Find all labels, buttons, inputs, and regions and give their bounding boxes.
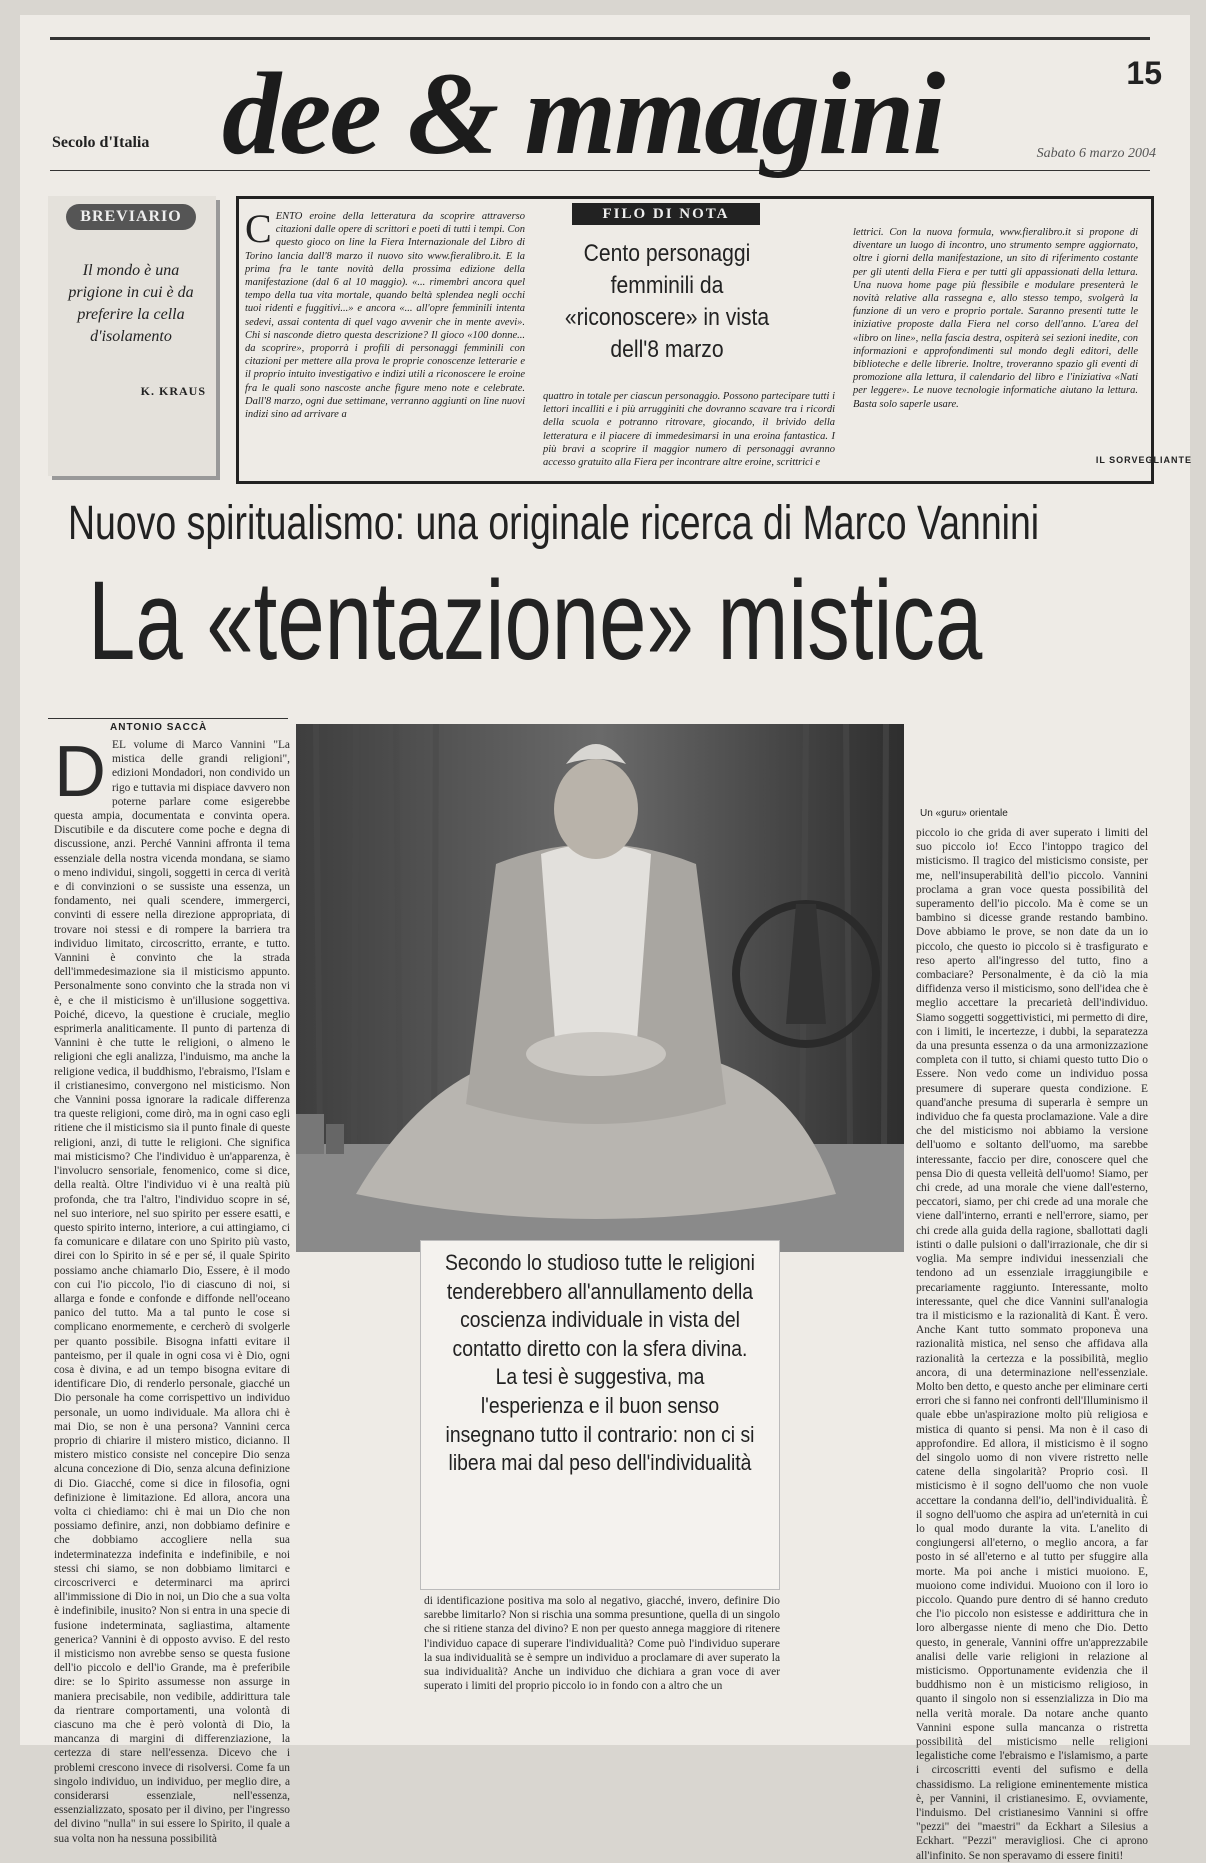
pull-quote-box bbox=[420, 1240, 780, 1590]
guru-photo bbox=[296, 724, 904, 1252]
article-column-middle: di identificazione positiva ma solo al negativo, giacché, invero, definire Dio sarebbe limitarlo? Non si rischia una somma presuntione, quella di un singolo che si ritiene stanza del divino? E non per questo annega maggiore di ritenere l'individuo capace di superare l'individualità? Come può l'individuo superare la sua individualità se è sempre un individuo a proclamare di aver superato la sua individualità? Anche un individuo che dichiara a gran voce di aver superato i limiti del proprio piccolo io in fondo con a altro che un bbox=[424, 1595, 780, 1693]
filo-column-3: lettrici. Con la nuova formula, www.fieralibro.it si propone di diventare un luogo di incontro, uno strumento sempre aggiornato, oltre i giorni della manifestazione, un sito di riferimento costante per gli utenti della Fiera e per tutti gli appassionati della lettura. Una nuova home page più flessibile e modulare presenterà le novità relative alla rassegna e, allo stesso tempo, svolgerà la funzione di un vero e proprio portale. Saranno presenti tutte le iniziative proposte dalla Fiera nel corso dell'anno. L'area del «libro on line», nella fascia destra, ospiterà sei sezioni inedite, con informazioni e approfondimenti sul mondo degli editori, delle biblioteche e delle librerie. Inoltre, troveranno spazio gli eventi di promozione alla lettura, il calendario del libro e l'iniziativa «Nati per leggere». Le nuove tecnologie informatiche aiutano la lettura. Basta solo saperle usare. bbox=[853, 227, 1138, 410]
article-dropcap: D bbox=[54, 732, 106, 812]
byline-rule bbox=[48, 718, 288, 719]
top-rule bbox=[50, 37, 1150, 40]
filo-di-nota-headline: Cento personaggi femminili da «riconoscere» in vista dell'8 marzo bbox=[564, 240, 770, 363]
photo-caption: Un «guru» orientale bbox=[920, 808, 1008, 819]
article-headline: La «tentazione» mistica bbox=[88, 558, 983, 683]
article-kicker: Nuovo spiritualismo: una originale ricerca di Marco Vannini bbox=[68, 497, 1040, 550]
article-column-1 bbox=[54, 732, 290, 1845]
breviario-author: K. KRAUS bbox=[140, 384, 206, 398]
page-number: 15 bbox=[1126, 55, 1162, 91]
pull-quote-text: Secondo lo studioso tutte le religioni tenderebbero all'annullamento della coscienza individuale in vista del contatto diretto con la sfera divina. La tesi è suggestiva, ma l'esperienza e il buon senso insegnano tutto il contrario: non ci si libera mai dal peso dell'individualità bbox=[445, 1250, 755, 1476]
section-title: dee & mmagini bbox=[222, 48, 944, 179]
article-column-2: piccolo io che grida di aver superato i limiti del suo piccolo io! Ecco l'intoppo tragico del misticismo. Il tragico del misticismo consiste, per me, nell'insuperabilità dell'io piccolo. Vannini proclama a gran voce questa possibilità del superamento dell'io piccolo. Ma è come se un bambino si dicesse grande restando bambino. Dove abbiamo le prove, se non date da un io piccolo, che questo io piccolo si è trasfigurato e reso aperto all'ingresso del tutto, fino a combaciare? Personalmente, è da ciò la mia diffidenza verso il misticismo, sono dell'idea che è meglio accettare la precarietà dell'individuo. Siamo soggetti soggettivistici, mi permetto di dire, con i limiti, le incertezze, i dubbi, la separatezza da una presunta essenza o da una armonizzazione completa con il tutto, si chiami questo tutto Dio o Essere. Non vedo come un individuo possa presumere di superare questa condizione. E quand'anche presuma di superarla è sempre un individuo che fa questa proclamazione. Vale a dire che del misticismo noi abbiamo la versione dell'uomo e soltanto dell'uomo, ma sarebbe interessante, faccio per dire, conoscere quel che pensa Dio di questa velleità dell'uomo! Siamo, per chi crede, ad una morale che viene dall'esterno, peccatori, siamo, per chi crede ad una morale che viene dall'interno, erranti e nell'errore, siamo, per chi crede alla guida della ragione, sballottati dagli istinti o dalle pulsioni o dall'irrazionale, che dir si voglia. Ma sempre individui inessenziali che tendono ad un essenziale irraggiungibile e precariamente raggiunto. Interessante, molto interessante, quel che dice Vannini sull'analogia tra il misticismo e la razionalità di Kant. È vero. Anche Kant tutto sommato proponeva una razionalità mistica, nel senso che affidava alla razionalità la certezza e la possibilità, meglio ancora, di una determinazione nell'essenziale. Molto ben detto, e questo anche per eliminare certi errori che si fanno nei confronti dell'Illuminismo il quale ebbe un'aspirazione molto più religiosa e mistica di quanto si pensi. Ma non è il caso di approfondire. Ed allora, il misticismo è il sogno del singolo uomo di non vivere ristretto nelle catene della singolarità? Proprio così. Il misticismo è il sogno dell'uomo che non vuole accettare la condanna dell'io, dell'individualità. È il sogno dell'uomo che aspira ad un'eternità in cui lo qual modo durante la vita. L'anelito di congiungersi all'eterno, o meglio ancora, a far posto in sé all'eterno e al tutto per sfuggire alla morte. Ma poi anche i mistici muoiono. E, muoiono come individui. Muoiono con il loro io piccolo. Quando pure dentro di sé hanno creduto che l'io piccolo non esistesse e addirittura che in loro albergasse niente di meno che Dio. Detto questo, in generale, Vannini offre un'apprezzabile analisi delle varie religioni in relazione al misticismo. Opportunamente evidenzia che il buddhismo non è un misticismo religioso, in quanto il singolo non si essenzializza in Dio ma nella verità morale. Da notare anche quanto Vannini espone sulla mancanza o ristretta possibilità del misticismo nelle religioni legalistiche come l'ebraismo e l'islamismo, a parte i circoscritti eventi del sufismo e della chassidismo. La religione eminentemente mistica è, per Vannini, il cristianesimo. E, ovviamente, l'induismo. Del cristianesimo Vannini si offre "pezzi" dei "maestri" da Eckhart a Silesius a Eckhart. "Pezzi" meravigliosi. Che ci aprono all'infinito. Se non speravamo di essere finiti! bbox=[916, 827, 1148, 1862]
breviario-quote: Il mondo è una prigione in cui è da preferire la cella d'isolamento bbox=[68, 262, 194, 345]
filo-column-1 bbox=[245, 206, 525, 460]
filo-column-1-text: ENTO eroine della letteratura da scoprire attraverso citazioni dalle opere di scrittori e poeti di tutti i tempi. Con questo gioco on line la Fiera Internazionale del Libro di Torino lancia dall'8 marzo il nuovo sito www.fieralibro.it. E la prima fra le tante novità della prossima edizione della manifestazione (dal 6 al 10 maggio). «... rimembri ancora quel tempo della tua vita mortale, quando beltà splendea negli occhi tuoi ridenti e fuggitivi...» e ancora «... all'opre femminili intenta sedevi, assai contenta di quel vago avvenir che in mente avevi». Chi si nasconde dietro questa descrizione? Il gioco «100 donne... da scoprire», proporrà i profili di personaggi femminili con citazioni per mettere alla prova le proprie conoscenze letterarie e il proprio intuito investigativo e indizi utili a riconoscere le eroine fra le quali sono nascoste anche figure meno note e celebrate. Dall'8 marzo, ogni due settimane, verranno aggiunti on line nuovi indizi sino ad arrivare a bbox=[245, 211, 525, 421]
filo-dropcap: C bbox=[245, 206, 272, 251]
issue-date: Sabato 6 marzo 2004 bbox=[1036, 146, 1156, 161]
filo-signature: IL SORVEGLIANTE bbox=[1095, 455, 1192, 465]
guru-illustration bbox=[296, 724, 904, 1252]
article-column-1-text: EL volume di Marco Vannini "La mistica delle grandi religioni", edizioni Mondadori, non condivido un rigo e tuttavia mi dispiace davvero non poterne parlare come esigerebbe questa ampia, documentata e convinta opera. Discutibile e da discutere come poche e degna di discussione, anzi. Perché Vannini affronta il tema essenziale della nostra vicenda mondana, se siamo o meno individui, singoli, soggetti in cerca di verità e di convinzioni o se sussiste una essenza, un fondamento, nei quali scendere, immergerci, convinti di essere nella direzione appropriata, di trovare noi stessi e di rompere la barriera tra individuo limitato, circoscritto, errante, e tutto. Vannini è convinto che la strada dell'immedesimazione sia il misticismo appunto. Personalmente sono convinto che la strada non vi è, e che il misticismo è un'illusione soggettiva. Poiché, dicevo, la questione è cruciale, meglio esprimerla analiticamente. Il punto di partenza di Vannini è che tutte le religioni, o almeno le religioni che egli analizza, l'induismo, ma anche la religione vedica, il buddhismo, l'ebraismo, l'Islam e il cristianesimo, convergono nel misticismo. Non che Vannini possa ignorare la radicale differenza tra queste religioni, come dirò, ma in ogni caso egli ritiene che il misticismo sia il punto finale di queste religioni, anzi, di tutte le religioni. Che significa mai misticismo? Che l'individuo è un'apparenza, è l'involucro sensoriale, fenomenico, come si dice, della realtà. Oltre l'individuo vi è una realtà più profonda, che tra l'altro, l'individuo scopre in sé, nel suo interiore, nel suo spirito per essere esatti, e questo spirito interno, interiore, a cui attingiamo, ci fa comunicare e dilatare con uno Spirito più vasto, direi con lo Spirito in sé e per sé, il quale Spirito possiamo anche chiamarlo Dio, Essere, è il modo con cui l'io piccolo, l'io di ciascuno di noi, si allarga e fonde e confonde e diffonde nell'oceano panico del tutto. Ma a tal punto le cose si complicano enormemente, e cercherò di svolgerle per quanto possibile. Bisogna infatti evitare il panteismo, per il quale in ogni cosa vi è Dio, ogni cosa è divina, e ad un tempo bisogna evitare di identificare Dio, di renderlo personale, giacché un Dio personale ha come corrispettivo un individuo personale, un uomo individuale. Ma allora chi è mai Dio, se non è una persona? Vannini cerca proprio di chiarire il mistero mistico, dicianno. Il mistero mistico consiste nel concepire Dio senza alcuna concezione di Dio, senza alcuna definizione di Dio. Giacché, come si dice in filosofia, ogni definizione è limitazione. Ed allora, ancora una volta ci chiediamo: chi è mai un Dio che non possiamo definire, anzi, non dobbiamo definire e che dobbiamo accogliere nella sua indeterminatezza indefinita e indefinibile, e noi stessi chi siamo, se non dobbiamo limitarci e circoscriverci e determinarci ma aprirci all'immissione di Dio in noi, un Dio che a sua volta è indefinibile, inusito? Non si entra in una specie di fusione indeterminata, sagliastima, altamente generica? Vannini è di opposto avviso. E del resto il misticismo non avrebbe senso se questa fusione dell'io piccolo e dell'io Grande, ma è preferibile dire: se lo Spirito assumesse non assurge in maniera precisabile, non vedibile, addirittura tale da rientrare comportamenti, una volontà di ciascuno ma che è però volontà di Dio, la mancanza di margini di differenziazione, la certezza di stare nell'essenza. Dicevo che i problemi crescono invece di risolversi. Come fa un singolo individuo, un individuo, per meglio dire, a considerarsi essenziale, nell'essenza, essenzializzato, sposato per il divino, per l'ingresso del divino "nulla" in sui essere lo Spirito, il quale a sua volta non ha nessuna possibilità bbox=[54, 739, 290, 1845]
filo-di-nota-label: FILO DI NOTA bbox=[572, 203, 760, 225]
paper-name: Secolo d'Italia bbox=[52, 134, 150, 151]
breviario-box bbox=[48, 196, 216, 476]
article-column-2-continued bbox=[796, 1264, 1148, 1734]
article-byline: ANTONIO SACCÀ bbox=[110, 722, 208, 733]
breviario-label: BREVIARIO bbox=[66, 204, 196, 230]
filo-column-2: quattro in totale per ciascun personaggio. Possono partecipare tutti i lettori incalliti e i più arrugginiti che dovranno scavare tra i ricordi della scuola e potranno ritrovare, giocando, il brivido della letteratura e il piacere di immedesimarsi in una eroina fantastica. I più bravi a scoprire il maggior numero di personaggi avranno accesso gratuito alla Fiera per incontrare altre eroine, scrittrici e bbox=[543, 391, 835, 469]
